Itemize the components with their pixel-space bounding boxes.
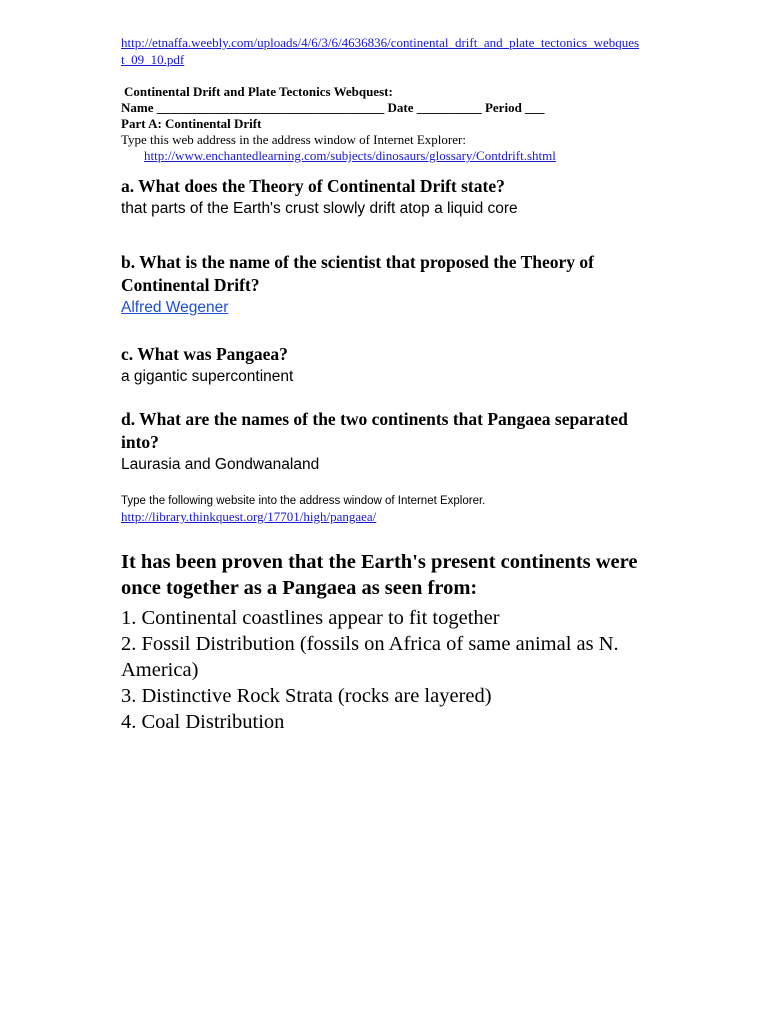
answer-c: a gigantic supercontinent: [121, 368, 294, 385]
enchanted-learning-link[interactable]: [121, 148, 641, 164]
document-page: [121, 34, 641, 735]
answer-d: Laurasia and Gondwanaland: [121, 456, 320, 473]
question-a: a. What does the Theory of Continental Drift state?: [121, 176, 505, 196]
proof-item: 2. Fossil Distribution (fossils on Africa of same animal as N. America): [121, 633, 619, 681]
name-date-period-line: Name ___________________________________ Date __________ Period ___: [121, 100, 545, 115]
question-b: b. What is the name of the scientist that proposed the Theory of Continental Drift?: [121, 252, 594, 295]
thinkquest-url[interactable]: http://library.thinkquest.org/17701/high/pangaea/: [121, 509, 377, 524]
thinkquest-instruction: Type the following website into the address window of Internet Explorer.: [121, 495, 486, 507]
address-instruction: Type this web address in the address window of Internet Explorer:: [121, 132, 466, 147]
question-block-c: [121, 343, 641, 388]
question-c: c. What was Pangaea?: [121, 344, 288, 364]
proof-item: 3. Distinctive Rock Strata (rocks are layered): [121, 685, 492, 707]
proof-item: 1. Continental coastlines appear to fit together: [121, 607, 500, 629]
part-heading: Part A: Continental Drift: [121, 116, 262, 131]
question-block-a: [121, 175, 641, 220]
worksheet-header: [121, 84, 641, 164]
proof-item: 4. Coal Distribution: [121, 711, 285, 733]
source-url-text[interactable]: http://etnaffa.weebly.com/uploads/4/6/3/6/4636836/continental_drift_and_plate_tectonics_webquest_09_10.pdf: [121, 35, 640, 67]
question-d: d. What are the names of the two continents that Pangaea separated into?: [121, 409, 628, 452]
proof-heading: It has been proven that the Earth's present continents were once together as a Pangaea as seen from:: [121, 551, 638, 599]
proof-list: [121, 605, 641, 735]
answer-a: that parts of the Earth's crust slowly drift atop a liquid core: [121, 200, 518, 217]
question-block-d: [121, 408, 641, 476]
thinkquest-link[interactable]: [121, 509, 641, 525]
source-url-link[interactable]: [121, 34, 641, 68]
question-block-b: [121, 251, 641, 319]
answer-b-link[interactable]: Alfred Wegener: [121, 299, 229, 316]
enchanted-learning-url[interactable]: http://www.enchantedlearning.com/subjects/dinosaurs/glossary/Contdrift.shtml: [144, 148, 556, 163]
worksheet-title: Continental Drift and Plate Tectonics Webquest:: [124, 84, 393, 99]
